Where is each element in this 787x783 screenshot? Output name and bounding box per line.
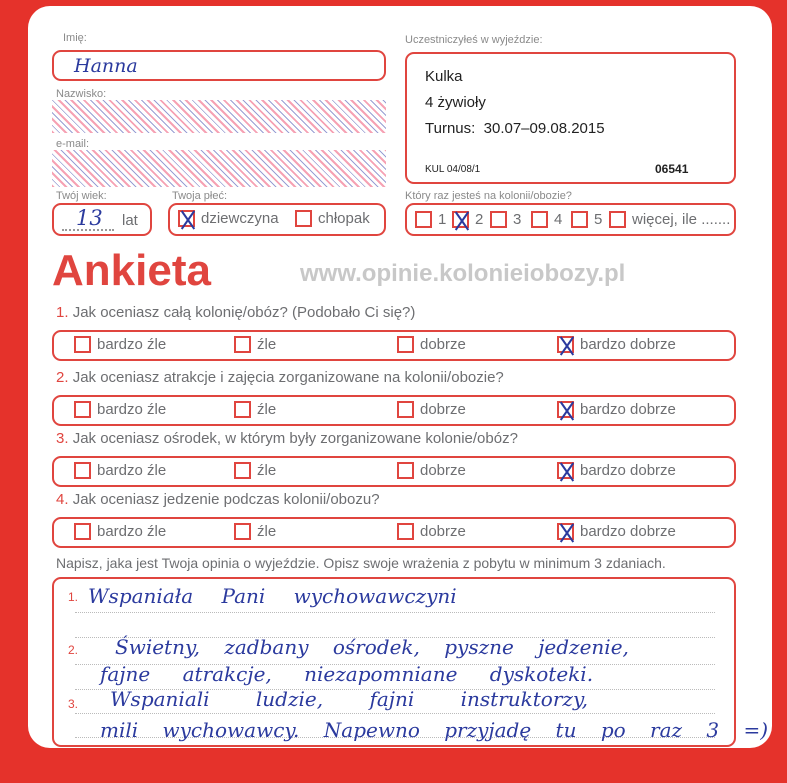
page-title: Ankieta [52,246,211,295]
age-field[interactable] [52,203,152,236]
rating-label: bardzo dobrze [580,401,676,418]
option-label: 4 [554,211,563,228]
checkbox[interactable] [74,462,91,479]
checkbox-checked[interactable] [557,336,574,353]
rating-label: bardzo dobrze [580,523,676,540]
trip-place: Kulka [425,68,463,85]
rating-option[interactable] [397,336,466,353]
opinion-num-1: 1. [68,590,79,604]
option-label: 3 [513,211,522,228]
rating-option[interactable] [557,336,676,353]
rating-label: źle [257,523,277,540]
opinion-num-2: 2. [68,643,79,657]
surname-label: Nazwisko: [56,88,107,100]
opinion-line-3a: Wspaniali ludzie, fajni instruktorzy, [110,687,588,711]
question-number: 4. [56,491,69,508]
checkbox[interactable] [74,401,91,418]
question-3 [56,430,518,447]
rating-label: źle [257,462,277,479]
checkbox[interactable] [397,401,414,418]
gender-option-boy[interactable] [295,210,370,227]
rating-option[interactable] [557,523,676,540]
rating-label: bardzo źle [97,401,167,418]
age-label: Twój wiek: [56,190,107,202]
rating-option[interactable] [74,401,166,418]
option-label: dziewczyna [201,210,279,227]
trip-info-box [405,52,736,184]
rating-label: bardzo dobrze [580,462,676,479]
question-text: Jak oceniasz jedzenie podczas kolonii/obozu? [72,491,380,508]
rating-option[interactable] [74,523,166,540]
checkbox-checked[interactable] [452,211,469,228]
question-4 [56,491,380,508]
rating-label: dobrze [420,462,466,479]
checkbox[interactable] [295,210,312,227]
rating-option[interactable] [234,336,276,353]
opinion-line-2a: Świetny, zadbany ośrodek, pyszne jedzenie, [115,635,629,659]
option-label: więcej, ile ....... [632,211,731,228]
opinion-prompt: Napisz, jaka jest Twoja opinia o wyjeździe. Opisz swoje wrażenia z pobytu w minimum 3 zdaniach. [56,555,666,571]
visit-option-2[interactable] [452,211,483,228]
rating-label: bardzo dobrze [580,336,676,353]
opinion-num-3: 3. [68,697,79,711]
rating-option[interactable] [557,462,676,479]
checkbox[interactable] [397,336,414,353]
visit-option-more[interactable] [609,211,730,228]
visit-option-3[interactable] [490,211,521,228]
rating-option[interactable] [397,401,466,418]
question-number: 1. [56,304,69,321]
question-1-options [52,330,736,361]
checkbox[interactable] [397,523,414,540]
checkbox[interactable] [74,336,91,353]
rating-option[interactable] [234,462,276,479]
rating-option[interactable] [74,462,166,479]
option-label: 5 [594,211,603,228]
rating-option[interactable] [557,401,676,418]
question-number: 3. [56,430,69,447]
question-text: Jak oceniasz atrakcje i zajęcia zorganizowane na kolonii/obozie? [72,369,504,386]
email-label: e-mail: [56,138,90,150]
rating-option[interactable] [397,523,466,540]
visit-option-1[interactable] [415,211,446,228]
question-text: Jak oceniasz ośrodek, w którym były zorganizowane kolonie/obóz? [72,430,518,447]
gender-option-girl[interactable] [178,210,279,227]
visits-field [405,203,736,236]
trip-number: 06541 [655,162,689,176]
question-text: Jak oceniasz całą kolonię/obóz? (Podobało Ci się?) [72,304,416,321]
rating-label: dobrze [420,401,466,418]
checkbox-checked[interactable] [557,462,574,479]
trip-label: Uczestniczyłeś w wyjeździe: [405,34,543,46]
watermark: www.opinie.kolonieiobozy.pl [300,260,626,287]
trip-code: KUL 04/08/1 [425,164,481,175]
checkbox[interactable] [531,211,548,228]
checkbox[interactable] [74,523,91,540]
gender-label: Twoja płeć: [172,190,228,202]
checkbox[interactable] [234,336,251,353]
question-3-options [52,456,736,487]
visit-option-5[interactable] [571,211,602,228]
rating-label: dobrze [420,336,466,353]
checkbox[interactable] [234,523,251,540]
trip-turnus: Turnus: 30.07–09.08.2015 [425,120,605,137]
checkbox-checked[interactable] [178,210,195,227]
rating-label: źle [257,336,277,353]
name-value: Hanna [74,55,138,77]
rating-label: bardzo źle [97,336,167,353]
rating-option[interactable] [234,523,276,540]
rating-label: bardzo źle [97,523,167,540]
email-field-redacted[interactable] [52,150,386,187]
option-label: chłopak [318,210,370,227]
checkbox-checked[interactable] [557,401,574,418]
checkbox[interactable] [397,462,414,479]
name-field[interactable] [52,50,386,81]
question-2 [56,369,504,386]
checkbox[interactable] [234,462,251,479]
option-label: 2 [475,211,484,228]
checkbox-checked[interactable] [557,523,574,540]
question-2-options [52,395,736,426]
rating-label: źle [257,401,277,418]
checkbox[interactable] [571,211,588,228]
visits-label: Który raz jesteś na kolonii/obozie? [405,190,572,202]
surname-field-redacted[interactable] [52,100,386,133]
question-1 [56,304,415,321]
rating-label: bardzo źle [97,462,167,479]
rating-option[interactable] [74,336,166,353]
question-4-options [52,517,736,548]
option-label: 1 [438,211,447,228]
rating-label: dobrze [420,523,466,540]
opinion-line-1: Wspaniała Pani wychowawczyni [88,584,457,608]
name-label: Imię: [63,32,87,44]
age-unit: lat [122,212,138,229]
trip-program: 4 żywioły [425,94,486,111]
opinion-line-3b: mili wychowawcy. Napewno przyjadę tu po raz 3 =) [100,718,769,742]
rating-option[interactable] [397,462,466,479]
visit-option-4[interactable] [531,211,562,228]
checkbox[interactable] [234,401,251,418]
age-value: 13 [76,206,103,230]
checkbox[interactable] [415,211,432,228]
gender-field [168,203,386,236]
opinion-line-2b: fajne atrakcje, niezapomniane dyskoteki. [100,662,594,686]
rating-option[interactable] [234,401,276,418]
checkbox[interactable] [490,211,507,228]
question-number: 2. [56,369,69,386]
checkbox[interactable] [609,211,626,228]
